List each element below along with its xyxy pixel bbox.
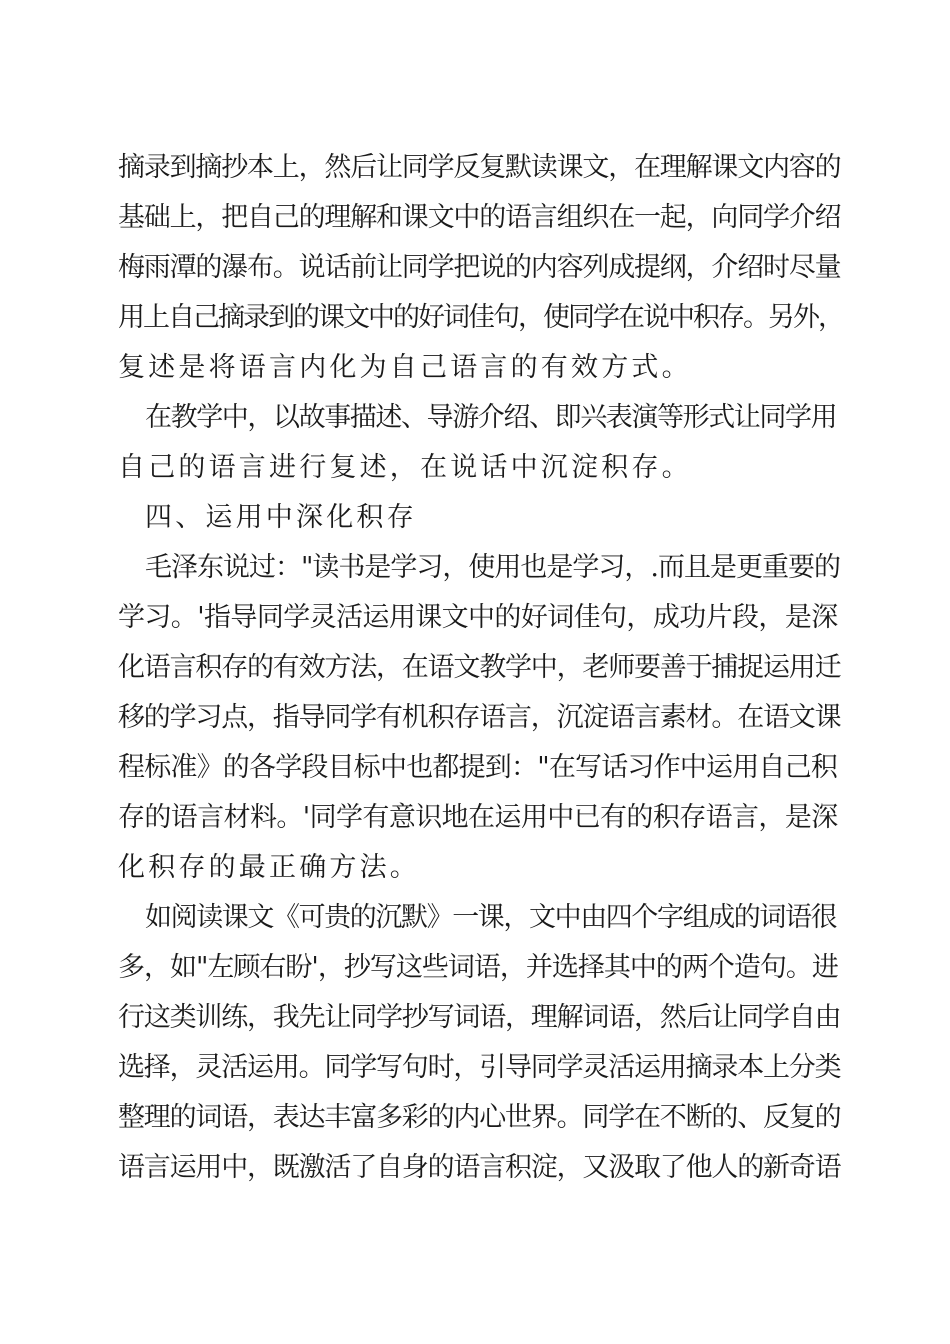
text-line: 语言运用中，既激活了自身的语言积淀，又汲取了他人的新奇语: [118, 1152, 841, 1183]
text-line: 学习。'指导同学灵活运用课文中的好词佳句，成功片段，是深: [118, 602, 838, 633]
text-line: 多，如"左顾右盼'，抄写这些词语，并选择其中的两个造句。进: [118, 952, 838, 983]
text-line: 化语言积存的有效方法，在语文教学中，老师要善于捕捉运用迁: [118, 652, 841, 683]
text-line: 程标准》的各学段目标中也都提到："在写话习作中运用自己积: [118, 752, 838, 783]
text-line: 如阅读课文《可贵的沉默》一课，文中由四个字组成的词语很: [145, 902, 837, 933]
text-line: 毛泽东说过："读书是学习，使用也是学习，.而且是更重要的: [145, 552, 841, 583]
text-line: 摘录到摘抄本上，然后让同学反复默读课文，在理解课文内容的: [118, 152, 841, 183]
section-heading: 四、运用中深化积存: [145, 502, 417, 533]
text-line: 在教学中，以故事描述、导游介绍、即兴表演等形式让同学用: [145, 402, 837, 433]
text-line: 行这类训练，我先让同学抄写词语，理解词语，然后让同学自由: [118, 1002, 841, 1033]
text-line: 自己的语言进行复述，在说话中沉淀积存。: [118, 452, 692, 483]
text-line: 存的语言材料。'同学有意识地在运用中已有的积存语言，是深: [118, 802, 838, 833]
text-line: 复述是将语言内化为自己语言的有效方式。: [118, 352, 692, 383]
text-line: 梅雨潭的瀑布。说话前让同学把说的内容列成提纲，介绍时尽量: [118, 252, 841, 283]
text-line: 选择，灵活运用。同学写句时，引导同学灵活运用摘录本上分类: [118, 1052, 841, 1083]
text-line: 化积存的最正确方法。: [118, 852, 420, 883]
text-line: 整理的词语，表达丰富多彩的内心世界。同学在不断的、反复的: [118, 1102, 841, 1133]
text-line: 基础上，把自己的理解和课文中的语言组织在一起，向同学介绍: [118, 202, 841, 233]
text-line: 移的学习点，指导同学有机积存语言，沉淀语言素材。在语文课: [118, 702, 841, 733]
text-line: 用上自己摘录到的课文中的好词佳句，使同学在说中积存。另外，: [118, 302, 843, 333]
